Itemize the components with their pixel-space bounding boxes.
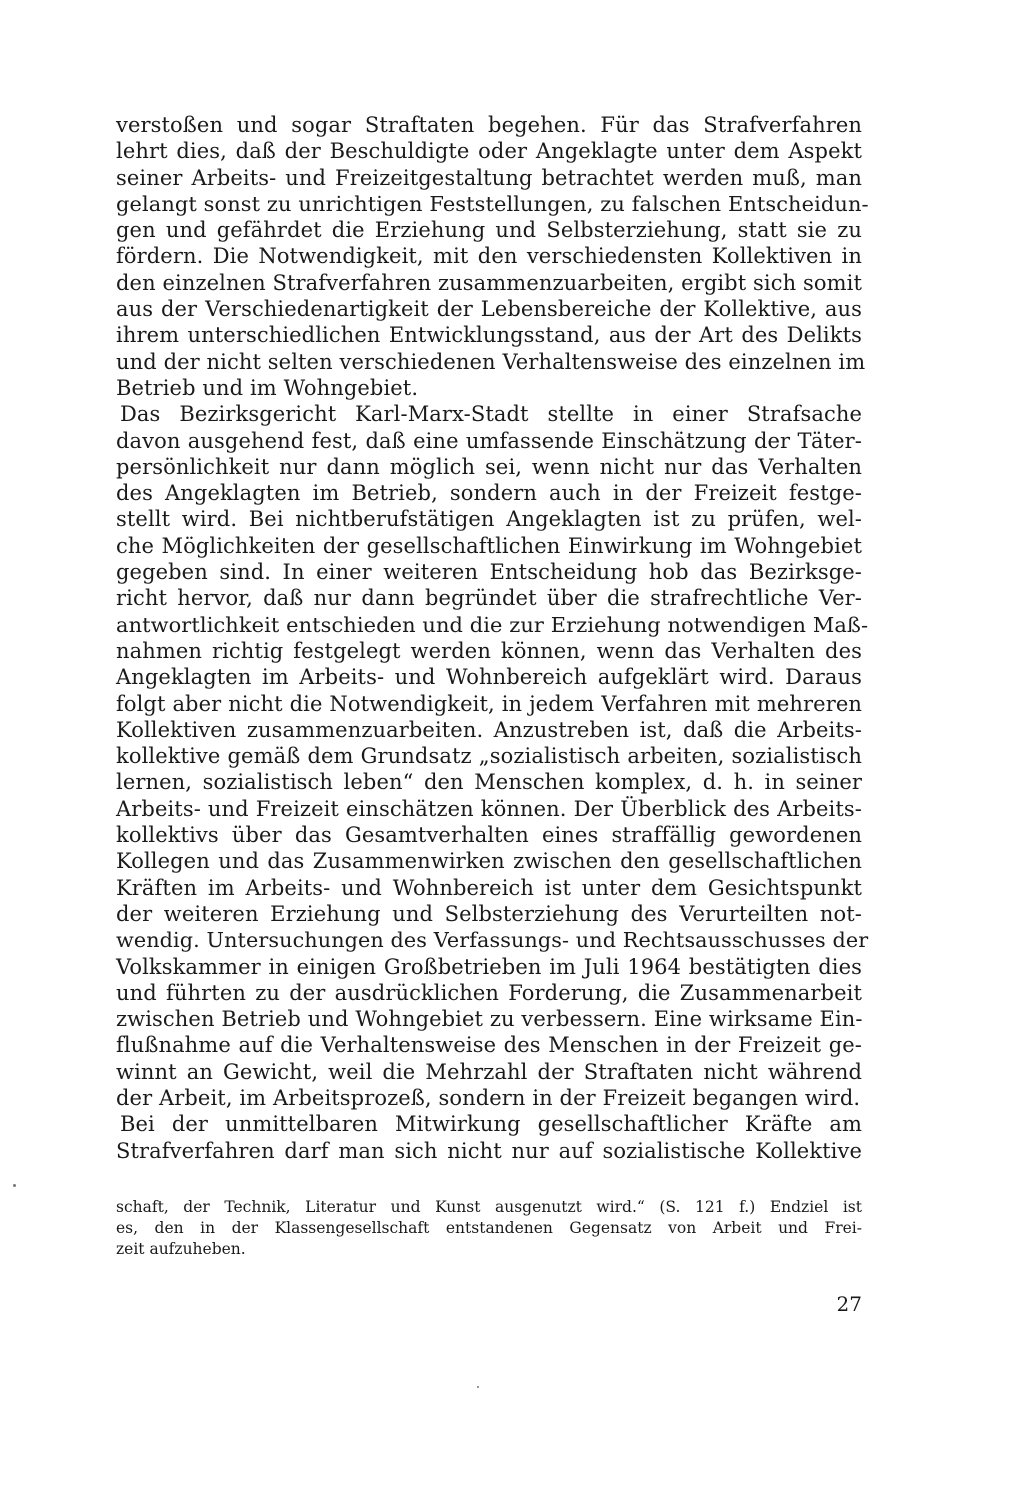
page-number: 27 (836, 1292, 862, 1316)
footnote-line: zeit aufzuheben. (116, 1240, 246, 1258)
text-line: Angeklagten im Arbeits- und Wohnbereich aufgeklärt wird. Daraus (116, 665, 862, 690)
text-line: Kollektiven zusammenzuarbeiten. Anzustreben ist, daß die Arbeits- (116, 717, 862, 742)
text-line: fördern. Die Notwendigkeit, mit den verschiedensten Kollektiven in (116, 244, 862, 269)
body-text (116, 112, 869, 1164)
text-line: gelangt sonst zu unrichtigen Feststellungen, zu falschen Entscheidun- (116, 191, 869, 216)
text-line: lehrt dies, daß der Beschuldigte oder Angeklagte unter dem Aspekt (116, 139, 862, 164)
footnote-line: es, den in der Klassengesellschaft entstandenen Gegensatz von Arbeit und Frei- (116, 1219, 862, 1237)
text-line: Bei der unmittelbaren Mitwirkung gesellschaftlicher Kräfte am (120, 1112, 862, 1137)
scan-speck (477, 1386, 479, 1388)
text-line: zwischen Betrieb und Wohngebiet zu verbessern. Eine wirksame Ein- (116, 1007, 863, 1032)
text-line: antwortlichkeit entschieden und die zur Erziehung notwendigen Maß- (116, 612, 869, 637)
text-line: folgt aber nicht die Notwendigkeit, in jedem Verfahren mit mehreren (116, 691, 862, 716)
footnote (116, 1197, 862, 1260)
text-line: Arbeits- und Freizeit einschätzen können. Der Überblick des Arbeits- (116, 796, 862, 821)
text-line: stellt wird. Bei nichtberufstätigen Angeklagten ist zu prüfen, wel- (116, 507, 862, 532)
footnote-line: schaft, der Technik, Literatur und Kunst ausgenutzt wird.“ (S. 121 f.) Endziel ist (116, 1198, 862, 1216)
text-line: des Angeklagten im Betrieb, sondern auch in der Freizeit festge- (116, 481, 862, 506)
text-line: Betrieb und im Wohngebiet. (116, 375, 419, 400)
text-line: kollektivs über das Gesamtverhalten eines straffällig gewordenen (116, 823, 862, 848)
text-line: Kräften im Arbeits- und Wohnbereich ist unter dem Gesichtspunkt (116, 875, 862, 900)
text-line: der Arbeit, im Arbeitsprozeß, sondern in der Freizeit begangen wird. (116, 1085, 861, 1110)
text-line: gen und gefährdet die Erziehung und Selbsterziehung, statt sie zu (116, 218, 862, 243)
text-line: Das Bezirksgericht Karl-Marx-Stadt stellte in einer Strafsache (120, 402, 862, 427)
text-line: den einzelnen Strafverfahren zusammenzuarbeiten, ergibt sich somit (116, 270, 862, 295)
text-line: Strafverfahren darf man sich nicht nur auf sozialistische Kollektive (116, 1138, 862, 1163)
text-line: flußnahme auf die Verhaltensweise des Menschen in der Freizeit ge- (116, 1033, 862, 1058)
text-line: und der nicht selten verschiedenen Verhaltensweise des einzelnen im (116, 349, 866, 374)
text-line: Volkskammer in einigen Großbetrieben im Juli 1964 bestätigten dies (116, 954, 862, 979)
text-line: aus der Verschiedenartigkeit der Lebensbereiche der Kollektive, aus (116, 297, 862, 322)
text-line: richt hervor, daß nur dann begründet über die strafrechtliche Ver- (116, 586, 862, 611)
text-line: ihrem unterschiedlichen Entwicklungsstand, aus der Art des Delikts (116, 323, 862, 348)
text-line: lernen, sozialistisch leben“ den Menschen komplex, d. h. in seiner (116, 770, 862, 795)
text-line: persönlichkeit nur dann möglich sei, wenn nicht nur das Verhalten (116, 454, 862, 479)
text-line: gegeben sind. In einer weiteren Entscheidung hob das Bezirksge- (116, 560, 862, 585)
text-line: che Möglichkeiten der gesellschaftlichen Einwirkung im Wohngebiet (116, 533, 862, 558)
text-line: Kollegen und das Zusammenwirken zwischen den gesellschaftlichen (116, 849, 862, 874)
text-line: seiner Arbeits- und Freizeitgestaltung betrachtet werden muß, man (116, 165, 862, 190)
text-line: nahmen richtig festgelegt werden können, wenn das Verhalten des (116, 638, 862, 663)
text-line: kollektive gemäß dem Grundsatz „sozialistisch arbeiten, sozialistisch (116, 744, 862, 769)
text-line: verstoßen und sogar Straftaten begehen. Für das Strafverfahren (116, 113, 862, 137)
text-line: und führten zu der ausdrücklichen Forderung, die Zusammenarbeit (116, 980, 862, 1005)
text-line: wendig. Untersuchungen des Verfassungs- und Rechtsausschusses der (116, 928, 869, 953)
scan-speck (13, 1184, 16, 1187)
text-line: winnt an Gewicht, weil die Mehrzahl der Straftaten nicht während (116, 1059, 862, 1084)
text-line: der weiteren Erziehung und Selbsterziehung des Verurteilten not- (116, 901, 862, 926)
text-line: davon ausgehend fest, daß eine umfassende Einschätzung der Täter- (116, 428, 862, 453)
